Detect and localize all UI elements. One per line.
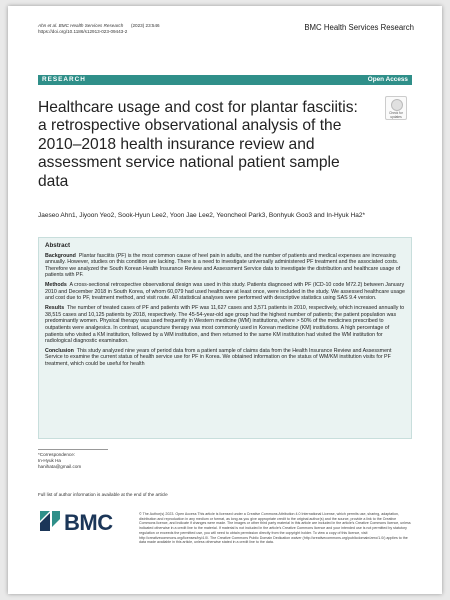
update-check-icon <box>391 99 403 111</box>
correspondence-email[interactable]: hanihata@gmail.com <box>38 464 82 469</box>
abstract-heading: Abstract <box>45 242 71 249</box>
results-text: The number of treated cases of PF and patients with PF was 11,627 cases and 3,571 patients in 2010, respectively, which increased annually to 38,515 cases and 10,125 patients by 2018, respectively. The 45-54-year-old age group had the highest number of patients; the patient population was predominantly women. Physical therapy was used frequently in Western medicine (WM) institutions, where > 50% of the medicines prescribed to outpatients were analgesics. In contrast, acupuncture therapy was most commonly used in Korean medicine (KM) institutions. A high percentage of patients who visited a KM institution, followed by a WM institution, and then returned to the same KM institution had visited the WM institution for radiological diagnostic examination. <box>45 305 405 345</box>
abstract-background <box>45 253 405 279</box>
doi-link[interactable]: https://doi.org/10.1186/s12913-023-09443-2 <box>38 29 128 35</box>
article-type-label: RESEARCH <box>42 76 86 83</box>
correspondence-name: In-Hyuk Ha <box>38 458 61 463</box>
header-citation <box>38 23 160 35</box>
year-volume: (2023) 23:546 <box>130 23 160 28</box>
abstract-results <box>45 305 405 345</box>
article-title: Healthcare usage and cost for plantar fasciitis: a retrospective observational analysis of the 2010–2018 health insurance review and assessment service national patient sample data <box>38 99 358 190</box>
abstract-methods <box>45 282 405 302</box>
license-text: © The Author(s) 2023. Open Access This article is licensed under a Creative Commons Attribution 4.0 International License, which permits use, sharing, adaptation, distribution and reproduction in any medium or format, as long as you give appropriate credit to the original author(s) and the source, provide a link to the Creative Commons licence, and indicate if changes were made. The images or other third party material in this article are included in the article's Creative Commons licence, unless indicated otherwise in a credit line to the material. If material is not included in the article's Creative Commons licence and your intended use is not permitted by statutory regulation or exceeds the permitted use, you will need to obtain permission directly from the copyright holder. To view a copy of this licence, visit http://creativecommons.org/licenses/by/4.0/. The Creative Commons Public Domain Dedication waiver (http://creativecommons.org/publicdomain/zero/1.0/) applies to the data made available in this article, unless otherwise stated in a credit line to the data. <box>139 512 411 545</box>
bmc-logo <box>38 509 118 535</box>
journal-name: BMC Health Services Research <box>304 23 414 32</box>
results-label: Results <box>45 305 65 312</box>
methods-label: Methods <box>45 282 67 289</box>
background-text: Plantar fasciitis (PF) is the most common cause of heel pain in adults, and the number of patients and medical expenses are increasing annually. However, studies on this condition are lacking. There is a need to investigate universally administered PF treatment and the associated costs. Therefore we analyzed the South Korean Health Insurance Review and Assessment Service data to investigate the distribution and healthcare usage of patients with PF. <box>45 252 401 279</box>
section-bar <box>38 75 412 85</box>
correspondence-block <box>38 449 108 470</box>
bmc-logo-text: BMC <box>64 510 113 535</box>
article-page <box>8 6 442 594</box>
author-list: Jaeseo Ahn1, Jiyoon Yeo2, Sook-Hyun Lee2, Yoon Jae Lee2, Yeoncheol Park3, Bonhyuk Goo3 and In-Hyuk Ha2* <box>38 212 366 219</box>
methods-text: A cross-sectional retrospective observational design was used in this study. Patients diagnosed with PF (ICD-10 code M72.2) between January 2010 and December 2018 in South Korea, of whom 60,079 had used healthcare at least once, were included in the study. We assessed healthcare usage and cost due to PF, treatment method, and visit route. All statistical analyses were performed with descriptive statistics using SAS 9.4 version. <box>45 282 405 302</box>
open-access-label: Open Access <box>367 76 408 83</box>
footnote-divider <box>38 449 108 450</box>
author-info-note: Full list of author information is available at the end of the article <box>38 492 168 497</box>
journal-citation: Ahn et al. BMC Health Services Research <box>38 23 124 28</box>
abstract-box <box>38 237 412 439</box>
correspondence-label: *Correspondence: <box>38 452 76 457</box>
conclusion-text: This study analyzed nine years of period data from a patient sample of claims data from the Health Insurance Review and Assessment Service to examine the current status of health service use for PF in Korea. We obtained information on the status of WM/KM institution visits for PF treatment, which could be useful for health <box>45 347 392 368</box>
check-for-updates-button[interactable] <box>385 96 407 120</box>
bmc-logo-icon <box>38 509 62 533</box>
background-label: Background <box>45 252 76 259</box>
abstract-conclusion <box>45 348 405 368</box>
conclusion-label: Conclusion <box>45 347 74 354</box>
badge-label: Check for updates <box>389 111 403 119</box>
